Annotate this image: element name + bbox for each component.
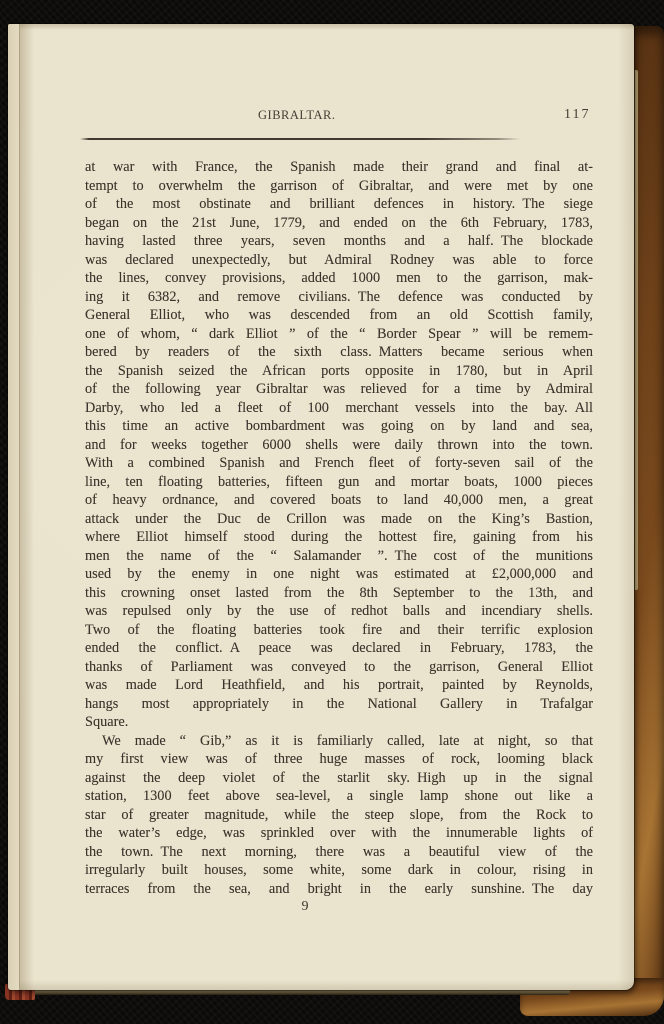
text-line: used by the enemy in one night was estimated at £2,000,000 and <box>85 566 593 582</box>
text-line: was repulsed only by the use of redhot balls and incendiary shells. <box>85 603 593 619</box>
text-line: of the most obstinate and brilliant defences in history. The siege <box>85 196 593 212</box>
body-text <box>85 158 593 898</box>
text-line: and for weeks together 6000 shells were daily thrown into the town. <box>85 436 593 453</box>
text-line: hangs most appropriately in the National Gallery in Trafalgar <box>85 695 593 712</box>
text-line: station, 1300 feet above sea-level, a single lamp shone out like a <box>85 788 593 804</box>
text-line: the lines, convey provisions, added 1000 men to the garrison, mak- <box>85 270 593 286</box>
text-line: began on the 21st June, 1779, and ended on the 6th February, 1783, <box>85 214 593 231</box>
text-line: attack under the Duc de Crillon was made on the King’s Bastion, <box>85 510 593 527</box>
text-line: men the name of the “ Salamander ”. The cost of the munitions <box>85 547 593 564</box>
text-line: line, ten floating batteries, fifteen gun and mortar boats, 1000 pieces <box>85 473 593 490</box>
text-line: at war with France, the Spanish made their grand and final at- <box>85 159 593 175</box>
text-line: the water’s edge, was sprinkled over with the innumerable lights of <box>85 825 593 841</box>
text-line: was made Lord Heathfield, and his portrait, painted by Reynolds, <box>85 677 593 693</box>
text-line: having lasted three years, seven months and a half. The blockade <box>85 233 593 249</box>
book-page <box>8 24 634 990</box>
paragraph <box>85 158 593 732</box>
text-line: General Elliot, who was descended from an old Scottish family, <box>85 307 593 323</box>
page-number: 117 <box>564 107 591 122</box>
text-line: this time an active bombardment was going on by land and sea, <box>85 418 593 434</box>
header-rule <box>80 138 520 140</box>
text-line: one of whom, “ dark Elliot ” of the “ Border Spear ” will be remem- <box>85 325 593 342</box>
text-line: of the following year Gibraltar was relieved for a time by Admiral <box>85 381 593 397</box>
text-line: We made “ Gib,” as it is familiarly called, late at night, so that <box>102 732 593 749</box>
text-line: the Spanish seized the African ports opposite in 1780, but in April <box>85 362 593 379</box>
text-line: Square. <box>85 714 129 730</box>
text-line: star of greater magnitude, while the steep slope, from the Rock to <box>85 806 593 823</box>
text-line: terraces from the sea, and bright in the early sunshine. The day <box>85 880 593 897</box>
page-gutter-shadow <box>20 24 34 990</box>
paragraph <box>85 732 593 899</box>
text-line: Two of the floating batteries took fire and their terrific explosion <box>85 621 593 638</box>
text-line: thanks of Parliament was conveyed to the garrison, General Elliot <box>85 658 593 675</box>
text-line: ing it 6382, and remove civilians. The defence was conducted by <box>85 288 593 305</box>
text-line: my first view was of three huge masses of rock, looming black <box>85 751 593 767</box>
text-line: Darby, who led a fleet of 100 merchant vessels into the bay. All <box>85 399 593 416</box>
page-edge-left <box>8 24 20 990</box>
text-line: was declared unexpectedly, but Admiral Rodney was able to force <box>85 251 593 268</box>
text-line: this crowning onset lasted from the 8th September to the 13th, and <box>85 584 593 601</box>
signature-mark: 9 <box>301 899 309 914</box>
text-line: irregularly built houses, some white, some dark in colour, rising in <box>85 862 593 878</box>
text-line: the town. The next morning, there was a beautiful view of the <box>85 843 593 860</box>
text-line: where Elliot himself stood during the hottest fire, gaining from his <box>85 529 593 545</box>
text-line: ended the conflict. A peace was declared in February, 1783, the <box>85 640 593 656</box>
running-header <box>8 108 634 128</box>
header-title: GIBRALTAR. <box>258 108 336 122</box>
text-line: of heavy ordnance, and covered boats to land 40,000 men, a great <box>85 492 593 508</box>
text-line: tempt to overwhelm the garrison of Gibraltar, and were met by one <box>85 177 593 194</box>
text-line: bered by readers of the sixth class. Matters became serious when <box>85 344 593 360</box>
text-line: against the deep violet of the starlit sky. High up in the signal <box>85 769 593 786</box>
text-line: With a combined Spanish and French fleet of forty-seven sail of the <box>85 455 593 471</box>
